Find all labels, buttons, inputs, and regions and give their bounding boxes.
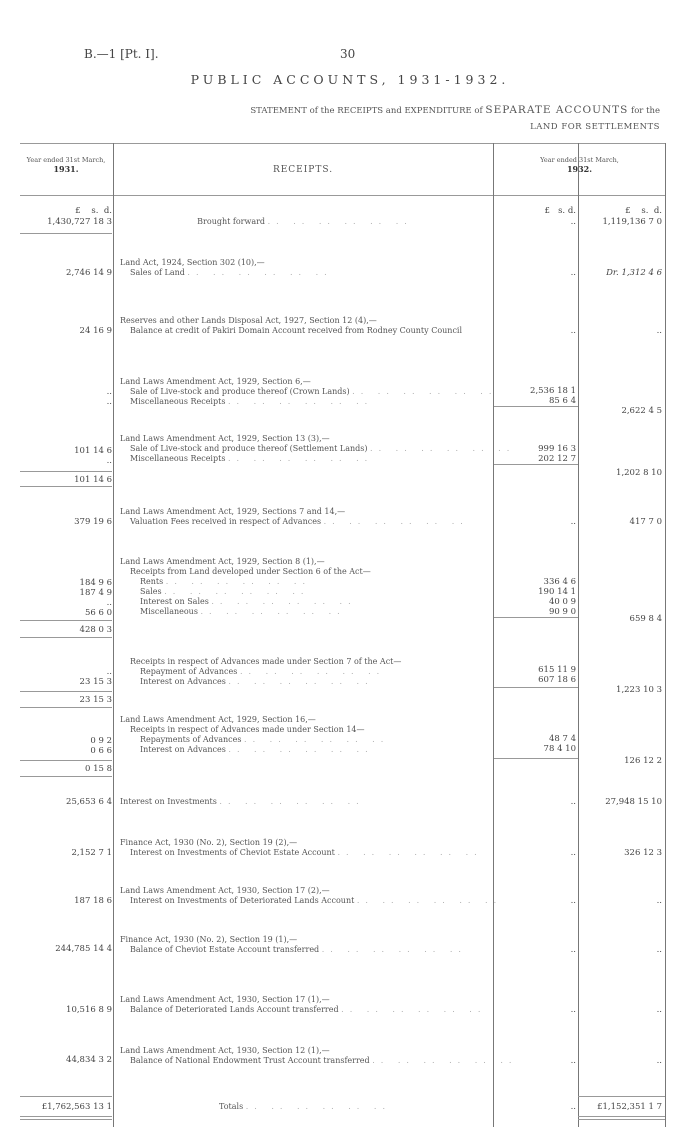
rule — [20, 486, 112, 487]
adv7-prev-2: 23 15 3 — [79, 677, 112, 687]
s13-heading: Land Laws Amendment Act, 1929, Section 13 (3),— — [120, 434, 330, 443]
fin192-item: Interest on Investments of Cheviot Estate Account .. .. .. .. .. .. — [130, 848, 483, 857]
s8-heading: Land Laws Amendment Act, 1929, Section 8 (1),— — [120, 557, 325, 566]
s16-sub-2: 78 4 10 — [543, 744, 576, 754]
s171-heading: Land Laws Amendment Act, 1930, Section 17 (1),— — [120, 995, 330, 1004]
s8-prev-2: 187 4 9 — [79, 588, 112, 598]
total-units: £ s. d. — [625, 206, 662, 216]
rule — [494, 758, 578, 759]
sub-units: £ s. d. — [544, 206, 576, 216]
adv7-sub-2: 607 18 6 — [538, 675, 576, 685]
s8-prev-3: .. — [106, 598, 112, 608]
fin192-total: 326 12 3 — [624, 848, 662, 858]
land-act-sub: .. — [570, 268, 576, 278]
statement-post: for the — [631, 106, 660, 116]
prev-units: £ s. d. — [75, 206, 112, 216]
land-act-total: Dr. 1,312 4 6 — [606, 268, 662, 278]
s6-sub-1: 2,536 18 1 — [530, 386, 576, 396]
rule — [20, 760, 112, 761]
interest-sub: .. — [570, 797, 576, 807]
s8-prev-4: 56 6 0 — [84, 608, 112, 618]
column-divider-3 — [578, 143, 579, 1127]
page-number: 30 — [340, 47, 356, 61]
land-act-item: Sales of Land .. .. .. .. .. .. — [130, 268, 333, 277]
column-divider-1 — [113, 143, 114, 1127]
fin192-prev: 2,152 7 1 — [71, 848, 112, 858]
s171-item: Balance of Deteriorated Lands Account transferred .. .. .. .. .. .. — [130, 1005, 487, 1014]
interest-prev: 25,653 6 4 — [66, 797, 112, 807]
rule — [20, 233, 112, 234]
land-act-heading: Land Act, 1924, Section 302 (10),— — [120, 258, 265, 267]
s171-prev: 10,516 8 9 — [66, 1005, 112, 1015]
rule — [20, 1096, 112, 1097]
s6-prev-2: .. — [106, 397, 112, 407]
reserves-item: Balance at credit of Pakiri Domain Account received from Rodney County Council — [130, 326, 463, 335]
column-header-receipts: RECEIPTS. — [272, 165, 334, 175]
brought-forward-sub: .. — [570, 217, 576, 227]
s13-item-2: Miscellaneous Receipts .. .. .. .. .. .. — [130, 454, 374, 463]
adv7-heading: Receipts in respect of Advances made under Section 7 of the Act— — [130, 657, 402, 666]
statement-pre: STATEMENT of the RECEIPTS and EXPENDITURE of — [250, 106, 483, 116]
table-header-rule — [20, 195, 665, 196]
rule — [494, 406, 578, 407]
s16-prev-2: 0 6 6 — [90, 746, 112, 756]
s172-heading: Land Laws Amendment Act, 1930, Section 17 (2),— — [120, 886, 330, 895]
rule — [20, 1119, 112, 1120]
s13-prev-total: 101 14 6 — [74, 475, 112, 485]
totals-prev: £1,762,563 13 1 — [41, 1102, 112, 1112]
s7-prev: 379 19 6 — [74, 517, 112, 527]
s12-prev: 44,834 3 2 — [66, 1055, 112, 1065]
s16-prev-total: 0 15 8 — [84, 764, 112, 774]
interest-total: 27,948 15 10 — [605, 797, 662, 807]
s16-heading: Land Laws Amendment Act, 1929, Section 16,— — [120, 715, 316, 724]
s171-sub: .. — [570, 1005, 576, 1015]
rule — [578, 1096, 665, 1097]
column-header-prev-year — [20, 156, 112, 175]
brought-forward-label: Brought forward .. .. .. .. .. .. — [197, 217, 413, 226]
adv7-item-1: Repayment of Advances .. .. .. .. .. .. — [140, 667, 386, 676]
statement-title — [250, 104, 660, 116]
s8-sub-2: 190 14 1 — [538, 587, 576, 597]
fin192-heading: Finance Act, 1930 (No. 2), Section 19 (2),— — [120, 838, 298, 847]
s8-sub-4: 90 9 0 — [548, 607, 576, 617]
s12-heading: Land Laws Amendment Act, 1930, Section 12 (1),— — [120, 1046, 330, 1055]
curr-year: 1932. — [566, 164, 593, 175]
s172-item: Interest on Investments of Deteriorated Lands Account .. .. .. .. .. .. — [130, 896, 503, 905]
s13-prev-2: .. — [106, 456, 112, 466]
adv7-prev-total: 23 15 3 — [79, 695, 112, 705]
fin192-sub: .. — [570, 848, 576, 858]
report-reference: B.—1 [Pt. I]. — [84, 47, 159, 61]
s16-item-2: Interest on Advances .. .. .. .. .. .. — [140, 745, 374, 754]
adv7-sub-1: 615 11 9 — [538, 665, 576, 675]
s13-prev-1: 101 14 6 — [74, 446, 112, 456]
s12-item: Balance of National Endowment Trust Account transferred .. .. .. .. .. .. — [130, 1056, 518, 1065]
reserves-sub: .. — [570, 326, 576, 336]
fin191-item: Balance of Cheviot Estate Account transferred .. .. .. .. .. .. — [130, 945, 467, 954]
s16-subheading: Receipts in respect of Advances made under Section 14— — [130, 725, 365, 734]
s6-prev-1: .. — [106, 387, 112, 397]
statement-big: SEPARATE ACCOUNTS — [485, 104, 629, 116]
table-top-rule — [20, 143, 665, 144]
s16-item-1: Repayments of Advances .. .. .. .. .. .. — [140, 735, 390, 744]
land-act-prev: 2,746 14 9 — [66, 268, 112, 278]
s13-sub-1: 999 16 3 — [538, 444, 576, 454]
s8-item-4: Miscellaneous .. .. .. .. .. .. — [140, 607, 346, 616]
rule — [494, 687, 578, 688]
s6-sub-2: 85 6 4 — [548, 396, 576, 406]
curr-year-label: Year ended 31st March, — [540, 156, 619, 164]
reserves-heading: Reserves and other Lands Disposal Act, 1927, Section 12 (4),— — [120, 316, 377, 325]
s8-item-3: Interest on Sales .. .. .. .. .. .. — [140, 597, 357, 606]
page-title: PUBLIC ACCOUNTS, 1931-1932. — [190, 72, 510, 87]
s6-item-1: Sale of Live-stock and produce thereof (Crown Lands) .. .. .. .. .. .. — [130, 387, 498, 396]
s7-sub: .. — [570, 517, 576, 527]
s12-total: .. — [656, 1056, 662, 1066]
rule — [20, 776, 112, 777]
s12-sub: .. — [570, 1056, 576, 1066]
s8-total: 659 8 4 — [629, 614, 662, 624]
totals-sub: .. — [570, 1102, 576, 1112]
rule — [494, 464, 578, 465]
s7-heading: Land Laws Amendment Act, 1929, Sections 7 and 14,— — [120, 507, 346, 516]
s8-sub-1: 336 4 6 — [543, 577, 576, 587]
s8-subheading: Receipts from Land developed under Section 6 of the Act— — [130, 567, 371, 576]
statement-subtitle: LAND FOR SETTLEMENTS — [530, 122, 660, 132]
s16-sub-1: 48 7 4 — [548, 734, 576, 744]
s8-prev-total: 428 0 3 — [79, 625, 112, 635]
brought-forward-prev: 1,430,727 18 3 — [47, 217, 112, 227]
s6-heading: Land Laws Amendment Act, 1929, Section 6,— — [120, 377, 311, 386]
reserves-total: .. — [656, 326, 662, 336]
adv7-total: 1,223 10 3 — [616, 685, 662, 695]
s8-item-2: Sales .. .. .. .. .. .. — [140, 587, 310, 596]
s13-sub-2: 202 12 7 — [538, 454, 576, 464]
rule — [20, 1116, 112, 1117]
s16-total: 126 12 2 — [624, 756, 662, 766]
reserves-prev: 24 16 9 — [79, 326, 112, 336]
fin191-total: .. — [656, 945, 662, 955]
interest-item: Interest on Investments .. .. .. .. .. .. — [120, 797, 365, 806]
totals-total: £1,152,351 1 7 — [597, 1102, 662, 1112]
rule — [20, 471, 112, 472]
column-header-curr-year — [494, 156, 665, 175]
rule — [20, 707, 112, 708]
brought-forward-total: 1,119,136 7 0 — [602, 217, 662, 227]
s8-sub-3: 40 0 9 — [548, 597, 576, 607]
s7-item: Valuation Fees received in respect of Advances .. .. .. .. .. .. — [130, 517, 469, 526]
s172-total: .. — [656, 896, 662, 906]
fin191-heading: Finance Act, 1930 (No. 2), Section 19 (1),— — [120, 935, 298, 944]
s13-item-1: Sale of Live-stock and produce thereof (Settlement Lands) .. .. .. .. .. .. — [130, 444, 516, 453]
column-divider-4 — [665, 143, 666, 1127]
s7-total: 417 7 0 — [629, 517, 662, 527]
adv7-prev-1: .. — [106, 667, 112, 677]
s13-total: 1,202 8 10 — [616, 468, 662, 478]
totals-label: Totals .. .. .. .. .. .. — [219, 1102, 391, 1111]
s172-sub: .. — [570, 896, 576, 906]
s8-prev-1: 184 9 6 — [79, 578, 112, 588]
s6-total: 2,622 4 5 — [621, 406, 662, 416]
s171-total: .. — [656, 1005, 662, 1015]
s6-item-2: Miscellaneous Receipts .. .. .. .. .. .. — [130, 397, 374, 406]
adv7-item-2: Interest on Advances .. .. .. .. .. .. — [140, 677, 374, 686]
fin191-prev: 244,785 14 4 — [55, 944, 112, 954]
rule — [578, 1119, 665, 1120]
s172-prev: 187 18 6 — [74, 896, 112, 906]
rule — [578, 1116, 665, 1117]
rule — [20, 620, 112, 621]
fin191-sub: .. — [570, 945, 576, 955]
rule — [20, 691, 112, 692]
s8-item-1: Rents .. .. .. .. .. .. — [140, 577, 312, 586]
prev-year: 1931. — [53, 164, 79, 175]
column-divider-2 — [493, 143, 494, 1127]
rule — [20, 637, 112, 638]
s16-prev-1: 0 9 2 — [90, 736, 112, 746]
rule — [494, 617, 578, 618]
prev-year-label: Year ended 31st March, — [26, 156, 106, 164]
